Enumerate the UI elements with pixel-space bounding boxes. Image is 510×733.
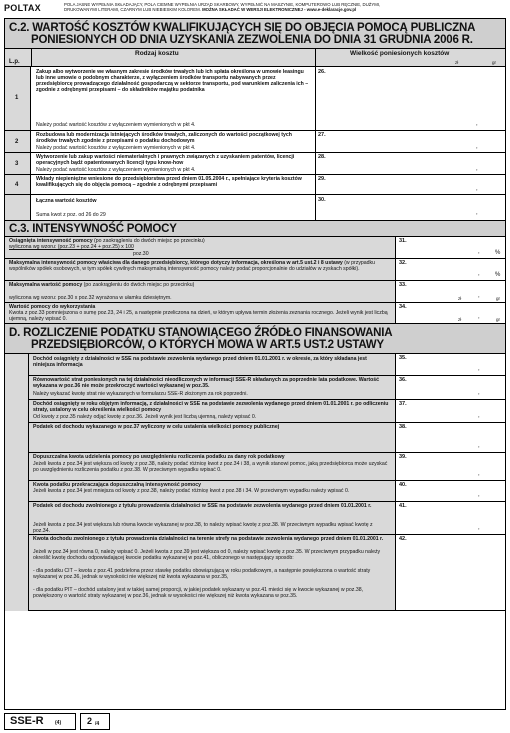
c3-row-33: Maksymalna wartość pomocy (po zaokrągleniu do dwóch miejsc po przecinku) wyliczona wg wzoru: poz.30 x poz.32 wyrażona w ułamku dziesiętnym. 33. , zł gr — [5, 281, 505, 303]
field-number: 36. — [399, 377, 407, 383]
c2-rows — [5, 67, 505, 209]
row-label: Dopuszczalna kwota udzielenia pomocy po uwzględnieniu rozliczenia podatku za dany rok podatkowy — [33, 454, 285, 460]
row-note-pit: - dla podatku PIT – dochód ustalony jest w takiej samej proporcji, w jakiej podatek wykazany w poz.41 mieści się w kwocie wykazanej w poz.38, powiększony o wartość straty wykazanej w poz.36, jednak w wysokości nie większej niż kwota wykazana w poz.35. — [33, 587, 364, 600]
row-description: Wytworzenie lub zakup wartości niematerialnych i prawnych związanych z uzyskaniem patentów, licencji operacyjnych bądź opatentowanych licencji typu know-how — [36, 154, 295, 167]
field-36-input[interactable]: 36. , — [395, 376, 505, 399]
field-number: 37. — [399, 401, 407, 407]
row-label: Podatek od dochodu wykazanego w poz.37 wyliczony w celu ustalenia wielkości pomocy publicznej — [33, 424, 280, 430]
field-number: 30. — [318, 197, 326, 203]
field-32-input[interactable]: 32. , % — [395, 259, 505, 280]
c2-total-row: Łączna wartość kosztów Suma kwot z poz. od 26 do 29 30. , — [5, 195, 505, 221]
brand-logo: POLTAX — [4, 3, 41, 13]
row-description: Wkłady niepieniężne wniesione do przedsiębiorstwa przed dniem 01.05.2004 r., spełniające kryteria kosztów kwalifikujących się do objęcia pomocą – zgodnie z odrębnymi przepisami — [36, 176, 302, 189]
row-label: Wartość pomocy do wykorzystania — [9, 304, 96, 310]
field-number: 40. — [399, 482, 407, 488]
field-number: 42. — [399, 536, 407, 542]
col-lp-header: L.p. — [9, 59, 20, 65]
section-c2-title-2: PONIESIONYCH OD DNIA UZYSKANIA ZEZWOLENIA DO DNIA 31 GRUDNIA 2006 R. — [31, 34, 473, 46]
row-description: Zakup albo wytworzenie we własnym zakresie środków trwałych lub ich spłata określona w umowie leasingu lub inne umowie o podobnym charakterze, z wyłączeniem środków transportu nabywanych przez przedsiębiorcę prowadzącego działalność gospodarczą w sektorze transportu, pod warunkiem zaliczenia ich – zgodnie z odrębnymi przepisami – do składników majątku podatnika — [36, 69, 309, 94]
c3-rows — [5, 237, 505, 324]
form-code-box — [4, 713, 76, 730]
row-lp: 2 — [15, 139, 19, 145]
field-42-input[interactable] — [395, 535, 505, 610]
section-c2-header — [5, 19, 505, 49]
field-40-input[interactable]: 40. , — [395, 481, 505, 501]
field-number: 28. — [318, 154, 326, 160]
section-c3-title: C.3. INTENSYWNOŚĆ POMOCY — [9, 223, 177, 235]
d-row-41 — [29, 502, 505, 535]
section-d-title-1: D. ROZLICZENIE PODATKU STANOWIĄCEGO ŹRÓDŁO FINANSOWANIA — [9, 327, 393, 339]
row-formula-denominator: poz.30 — [133, 251, 149, 257]
row-note: Należy podać wartość kosztów z wyłączeniem wymienionych w pkt 4. — [36, 167, 196, 173]
c2-row-3: 3 Wytworzenie lub zakup wartości niematerialnych i prawnych związanych z uzyskaniem patentów, licencji operacyjnych bądź opatentowanych licencji typu know-how Należy podać wartość kosztów z wyłączeniem wymienionych w pkt 4. 28. , — [5, 153, 505, 175]
row-note: Należy wykazać kwotę strat nie wykazanych w formularzu SSE-R złożonym za rok poprzedni. — [33, 391, 248, 397]
c2-column-header — [5, 49, 505, 67]
row-label: Kwota podatku przekraczająca dopuszczalną intensywność pomocy — [33, 482, 202, 488]
field-number: 26. — [318, 69, 326, 75]
field-number: 38. — [399, 424, 407, 430]
total-note: Suma kwot z poz. od 26 do 29 — [36, 212, 106, 218]
field-number: 35. — [399, 355, 407, 361]
row-note: Jeżeli kwota z poz.34 jest większa od kwoty z poz.38, należy podać różnicę kwot z poz.34 i 38, a wynik stanowi pomoc, jaką przedsiębiorca może uzyskać po uwzględnieniu rozliczenia podatku z poz.38. W przeciwnym wypadku wpisać 0. — [33, 461, 388, 474]
row-note: Jeżeli kwota z poz.34 jest mniejsza od kwoty z poz.38, należy podać różnicę kwot z poz.38 i 34. W przeciwnym wypadku należy wpisać 0. — [33, 488, 350, 494]
d-row-37 — [29, 400, 505, 423]
unit-gr: gr — [492, 60, 497, 65]
field-number: 31. — [399, 238, 407, 244]
field-38-input[interactable]: 38. , — [395, 423, 505, 452]
row-label: Maksymalna intensywność pomocy właściwa dla danego przedsiębiorcy, którego dotyczy informacja, określona w art.5 ust.2 i 8 ustawy — [9, 260, 343, 266]
total-label: Łączna wartość kosztów — [36, 198, 97, 204]
d-row-38 — [29, 423, 505, 453]
d-rows — [5, 354, 505, 611]
row-lp: 1 — [15, 95, 19, 101]
c2-row-4: 4 Wkłady niepieniężne wniesione do przedsiębiorstwa przed dniem 01.05.2004 r., spełniające kryteria kosztów kwalifikujących się do objęcia pomocą – zgodnie z odrębnymi przepisami 29. , — [5, 175, 505, 195]
section-c3-header — [5, 221, 505, 237]
row-label: Kwota dochodu zwolnionego z tytułu prowadzenia działalności na terenie strefy na podstawie zezwolenia wydanego przed dniem 01.01.2001 r. — [33, 536, 384, 542]
row-description: Rozbudowa lub modernizacja istniejących środków trwałych, zaliczonych do wartości początkowej tych środków trwałych zgodnie z przepisami o podatku dochodowym — [36, 132, 292, 145]
row-note-cit: - dla podatku CIT – kwota z poz.41 podzielona przez stawkę podatku obowiązującą w roku podatkowym, a następnie powiększona o wartość straty wykazanej w poz.36, jednak w wysokości nie większej niż kwota wykazana w poz.35, — [33, 568, 371, 581]
d-row-35 — [29, 354, 505, 376]
form-footer — [4, 713, 144, 731]
d-row-42 — [29, 535, 505, 611]
form-page — [4, 18, 506, 710]
field-number: 39. — [399, 454, 407, 460]
d-row-36 — [29, 376, 505, 400]
row-formula: Kwota z poz.33 pomniejszona o sumę poz.23, 24 i 25, a następnie przeliczona na dzień, w którym upływa termin złożenia zeznania rocznego. Jeżeli wynik jest liczbą ujemną, należy wpisać 0. — [9, 310, 388, 323]
field-35-input[interactable]: 35. , — [395, 354, 505, 375]
row-note: Należy podać wartość kosztów z wyłączeniem wymienionych w pkt 4. — [36, 122, 196, 128]
row-lp: 4 — [15, 182, 19, 188]
c2-row-2: 2 Rozbudowa lub modernizacja istniejących środków trwałych, zaliczonych do wartości początkowej tych środków trwałych zgodnie z przepisami o podatku dochodowym Należy podać wartość kosztów z wyłączeniem wymienionych w pkt 4. 27. , — [5, 131, 505, 153]
blank-area — [5, 611, 505, 709]
col-wielkosc-header: Wielkość poniesionych kosztów — [350, 50, 450, 57]
row-note: Jeżeli w poz.34 jest równa 0, należy wpisać 0. Jeżeli kwota z poz.39 jest większa od 0, należy wpisać kwotę z poz.35. W przeciwnym przypadku należy określić kwotę dochodu odpowiadającej kwocie podatku wykazanej w poz.41, obliczonego w następujący sposób: — [33, 549, 381, 562]
field-41-input[interactable]: 41. , — [395, 502, 505, 534]
field-number: 27. — [318, 132, 326, 138]
row-label: Osiągnięta intensywność pomocy — [9, 238, 93, 244]
row-label: Podatek od dochodu zwolnionego z tytułu prowadzenia działalności w SSE na podstawie zezwolenia wydanego przed dniem 01.01.2001 r. — [33, 503, 372, 509]
field-37-input[interactable]: 37. , — [395, 400, 505, 422]
field-number: 29. — [318, 176, 326, 182]
form-code: SSE-R — [10, 715, 44, 727]
page-number: 2 — [87, 716, 93, 726]
row-note: Jeżeli kwota z poz.34 jest większa lub równa kwocie wykazanej w poz.38, to należy wpisać kwotę z poz.38. W przeciwnym wypadku wpisać kwotę z poz.34. — [33, 522, 373, 535]
e-filing-note: MOŻNA SKŁADAĆ W WERSJI ELEKTRONICZNEJ - www.e-deklaracje.gov.pl — [202, 7, 357, 12]
c2-row-1: 1 Zakup albo wytworzenie we własnym zakresie środków trwałych lub ich spłata określona w umowie leasingu lub inne umowie o podobnym charakterze, z wyłączeniem środków transportu nabywanych przez przedsiębiorcę prowadzącego działalność gospodarczą w sektorze transportu, pod warunkiem zaliczenia ich – zgodnie z odrębnymi przepisami – do składników majątku podatnika Należy podać wartość kosztów z wyłączeniem wymienionych w pkt 4. 26. , — [5, 67, 505, 131]
field-39-input[interactable]: 39. , — [395, 453, 505, 480]
row-formula: wyliczona wg wzoru: poz.30 x poz.32 wyrażona w ułamku dziesiętnym. — [9, 295, 172, 301]
field-31-input[interactable]: 31. , % — [395, 237, 505, 258]
page-total: /4 — [95, 721, 100, 727]
unit-zl: zł — [455, 60, 459, 65]
row-lp: 3 — [15, 161, 19, 167]
instruction-line-2: DRUKOWANYMI LITERAMI, CZARNYM LUB NIEBIESKIM KOLOREM. — [64, 7, 201, 12]
c3-row-34 — [5, 303, 505, 324]
field-33-input[interactable]: 33. , zł gr — [395, 281, 505, 302]
row-formula: wyliczona wg wzoru: (poz.23 + poz.24 + poz.25) x 100 — [9, 244, 134, 250]
page-number-box — [80, 713, 110, 730]
row-note: Należy podać wartość kosztów z wyłączeniem wymienionych w pkt 4. — [36, 145, 196, 151]
field-number: 33. — [399, 282, 407, 288]
top-bar — [4, 2, 506, 18]
field-number: 34. — [399, 304, 407, 310]
c3-row-31: Osiągnięta intensywność pomocy (po zaokrągleniu do dwóch miejsc po przecinku) wyliczona wg wzoru: (poz.23 + poz.24 + poz.25) x 100 poz.30 31. , % — [5, 237, 505, 259]
d-row-40 — [29, 481, 505, 502]
form-instructions — [64, 2, 506, 12]
form-version: (4) — [55, 720, 62, 726]
section-d-title-2: PRZEDSIĘBIORCÓW, O KTÓRYCH MOWA W ART.5 UST.2 USTAWY — [31, 339, 384, 351]
row-label: Dochód osiągnięty w roku objętym informacją, z działalności w SSE na podstawie zezwolenia wydanego przed dniem 01.01.2001 r. po odliczeniu straty, ustalony w celu określenia wielkości pomocy — [33, 401, 389, 414]
field-number: 41. — [399, 503, 407, 509]
section-c2-title-1: C.2. WARTOŚĆ KOSZTÓW KWALIFIKUJĄCYCH SIĘ DO OBJĘCIA POMOCĄ PUBLICZNA — [9, 22, 476, 34]
row-label: Równowartość strat poniesionych na tej działalności nieodliczonych w informacji SSE-R składanych za poprzednie lata podatkowe. Wartość wykazana w poz.36 nie może przekroczyć wartości wykazanej w poz.35. — [33, 377, 380, 390]
d-row-39 — [29, 453, 505, 481]
field-number: 32. — [399, 260, 407, 266]
row-label: Dochód osiągnięty z działalności w SSE na podstawie zezwolenia wydanego przed dniem 01.01.2001 r. w okresie, za który składana jest niniejsza informacja — [33, 356, 367, 369]
row-label: Maksymalna wartość pomocy — [9, 282, 83, 288]
instruction-line-1: POLA JASNE WYPEŁNIA SKŁADAJĄCY, POLA CIEMNE WYPEŁNIA URZĄD SKARBOWY. WYPEŁNIĆ NA MASZYNIE, KOMPUTEROWO LUB RĘCZNIE, DUŻYMI, — [64, 2, 381, 7]
row-note: Od kwoty z poz.35 należy odjąć kwotę z poz.36. Jeżeli wynik jest liczbą ujemną, należy wpisać 0. — [33, 414, 257, 420]
col-rodzaj-header: Rodzaj kosztu — [135, 50, 179, 57]
section-d-header — [5, 324, 505, 354]
field-34-input[interactable]: 34. , zł gr — [395, 303, 505, 323]
c3-row-32: Maksymalna intensywność pomocy właściwa dla danego przedsiębiorcy, którego dotyczy informacja, określona w art.5 ust.2 i 8 ustawy (w przypadku wspólników spółek osobowych, w tym spółek cywilnych maksymalną intensywność pomocy należy podać proporcjonalnie do udziałów w zyskach spółki). 32. , % — [5, 259, 505, 281]
